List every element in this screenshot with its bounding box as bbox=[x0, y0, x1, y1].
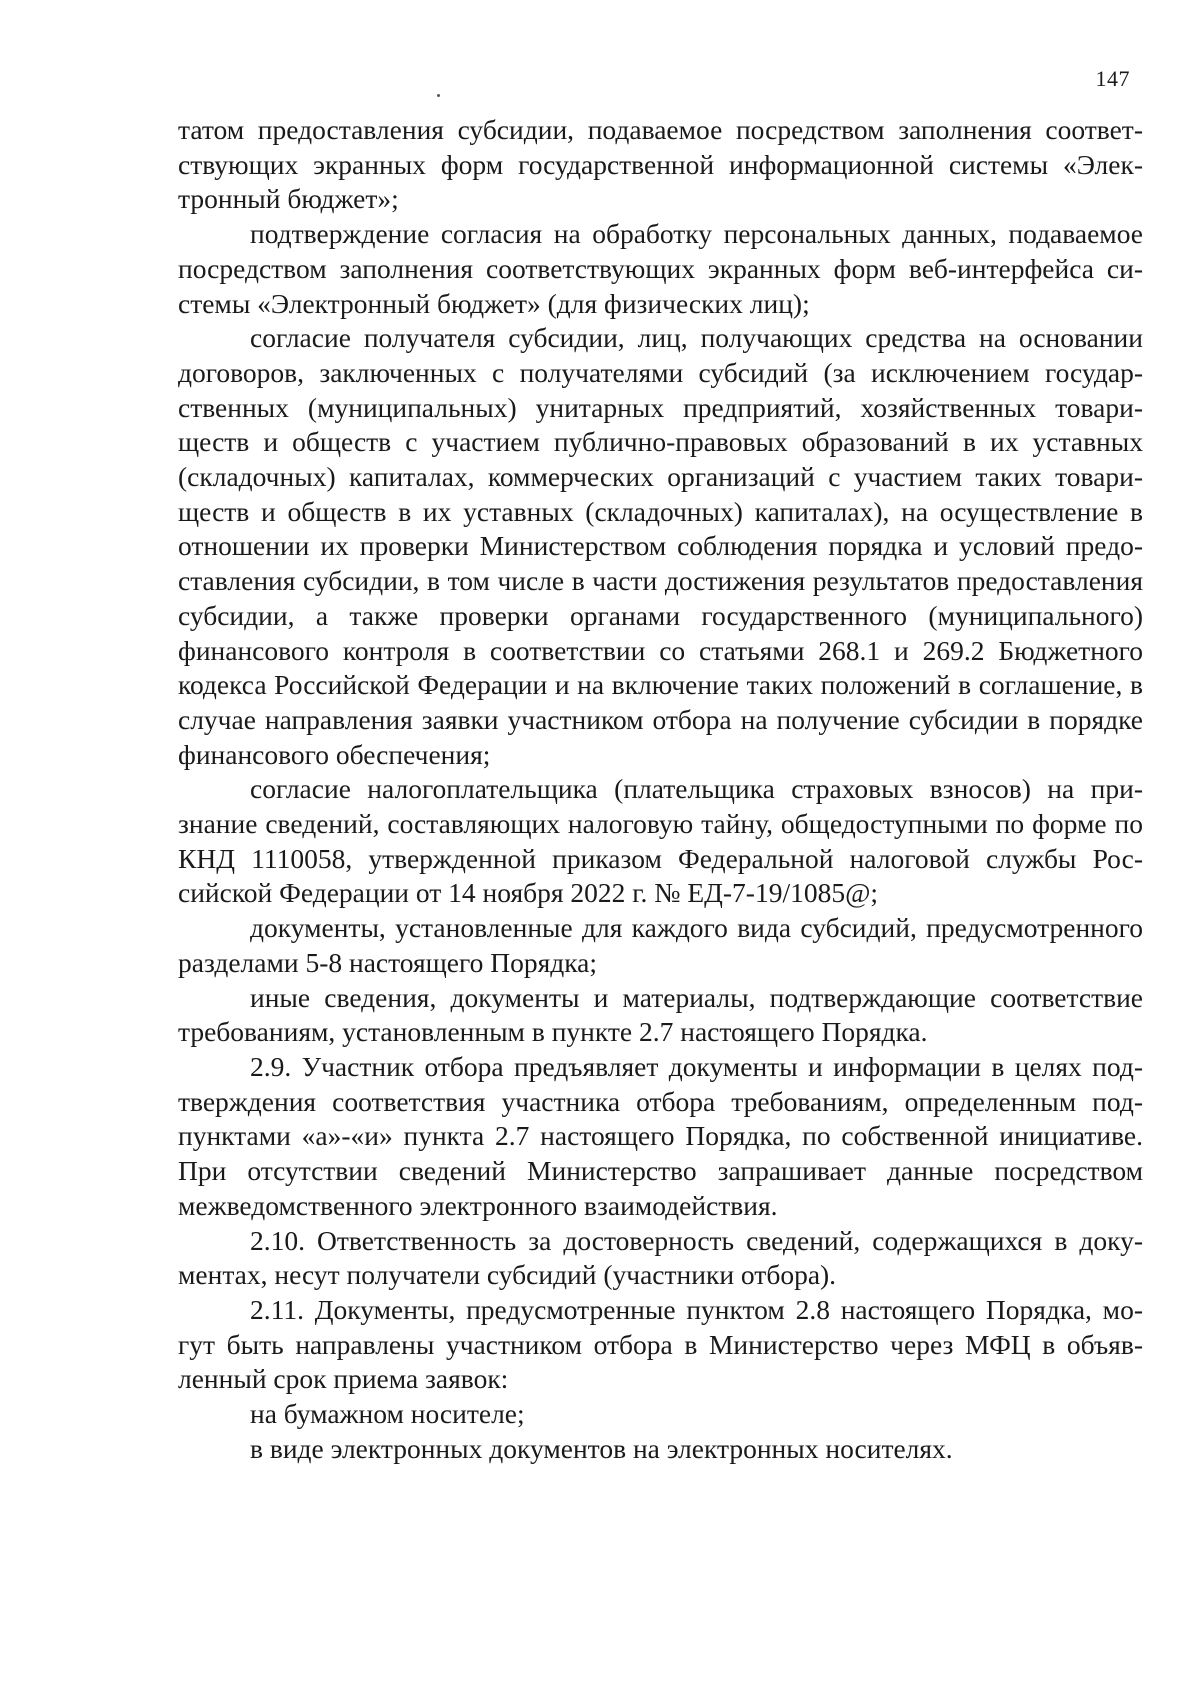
paragraph-clause-2-11: 2.11. Документы, предусмотренные пунктом 2.8 настоящего Порядка, могут быть направлены участником отбора в Министерство через МФЦ в объявленный срок приема заявок: bbox=[178, 1293, 1143, 1395]
paragraph-continuation: татом предоставления субсидии, подаваемое посредством заполнения соответствующих экранных форм государственной информационной системы «Электронный бюджет»; bbox=[178, 114, 1143, 215]
paragraph-recipient-consent: согласие получателя субсидии, лиц, получающих средства на основании договоров, заключенных с получателями субсидий (за исключением государственных (муниципальных) унитарных предприятий, хозяйственных товариществ и обществ с участием публично-правовых образований в их уставных (складочных) капиталах, коммерческих организаций с участием таких товариществ и обществ в их уставных (складочных) капиталах), на осуществление в отношении их проверки Министерством соблюдения порядка и условий предоставления субсидии, в том числе в части достижения результатов предоставления субсидии, а также проверки органами государственного (муниципального) финансового контроля в соответствии со статьями 268.1 и 269.2 Бюджетного кодекса Российской Федерации и на включение таких положений в соглашение, в случае направления заявки участником отбора на получение субсидии в порядке финансового обеспечения; bbox=[178, 322, 1143, 770]
paragraph-subsidy-documents: документы, установленные для каждого вида субсидий, предусмотренного разделами 5-8 настоящего Порядка; bbox=[178, 912, 1143, 978]
paragraph-personal-data-consent: подтверждение согласия на обработку персональных данных, подаваемое посредством заполнения соответствующих экранных форм веб-интерфейса системы «Электронный бюджет» (для физических лиц); bbox=[178, 218, 1143, 319]
page-number: 147 bbox=[1095, 66, 1130, 91]
list-item-electronic: в виде электронных документов на электронных носителях. bbox=[250, 1432, 953, 1464]
paragraph-clause-2-10: 2.10. Ответственность за достоверность сведений, содержащихся в документах, несут получатели субсидий (участники отбора). bbox=[178, 1224, 1143, 1291]
paragraph-clause-2-9: 2.9. Участник отбора предъявляет документы и информации в целях подтверждения соответствия участника отбора требованиям, определенным подпунктами «а»-«и» пункта 2.7 настоящего Порядка, по собственной инициативе. При отсутствии сведений Министерство запрашивает данные посредством межведомственного электронного взаимодействия. bbox=[178, 1050, 1143, 1221]
scan-artifact-dot bbox=[437, 94, 440, 97]
document-body bbox=[178, 113, 1143, 1466]
list-item-paper: на бумажном носителе; bbox=[250, 1398, 525, 1430]
paragraph-taxpayer-consent: согласие налогоплательщика (плательщика страховых взносов) на признание сведений, составляющих налоговую тайну, общедоступными по форме по КНД 1110058, утвержденной приказом Федеральной налоговой службы Российской Федерации от 14 ноября 2022 г. № ЕД-7-19/1085@; bbox=[178, 773, 1143, 909]
paragraph-other-information: иные сведения, документы и материалы, подтверждающие соответствие требованиям, установленным в пункте 2.7 настоящего Порядка. bbox=[178, 981, 1143, 1048]
